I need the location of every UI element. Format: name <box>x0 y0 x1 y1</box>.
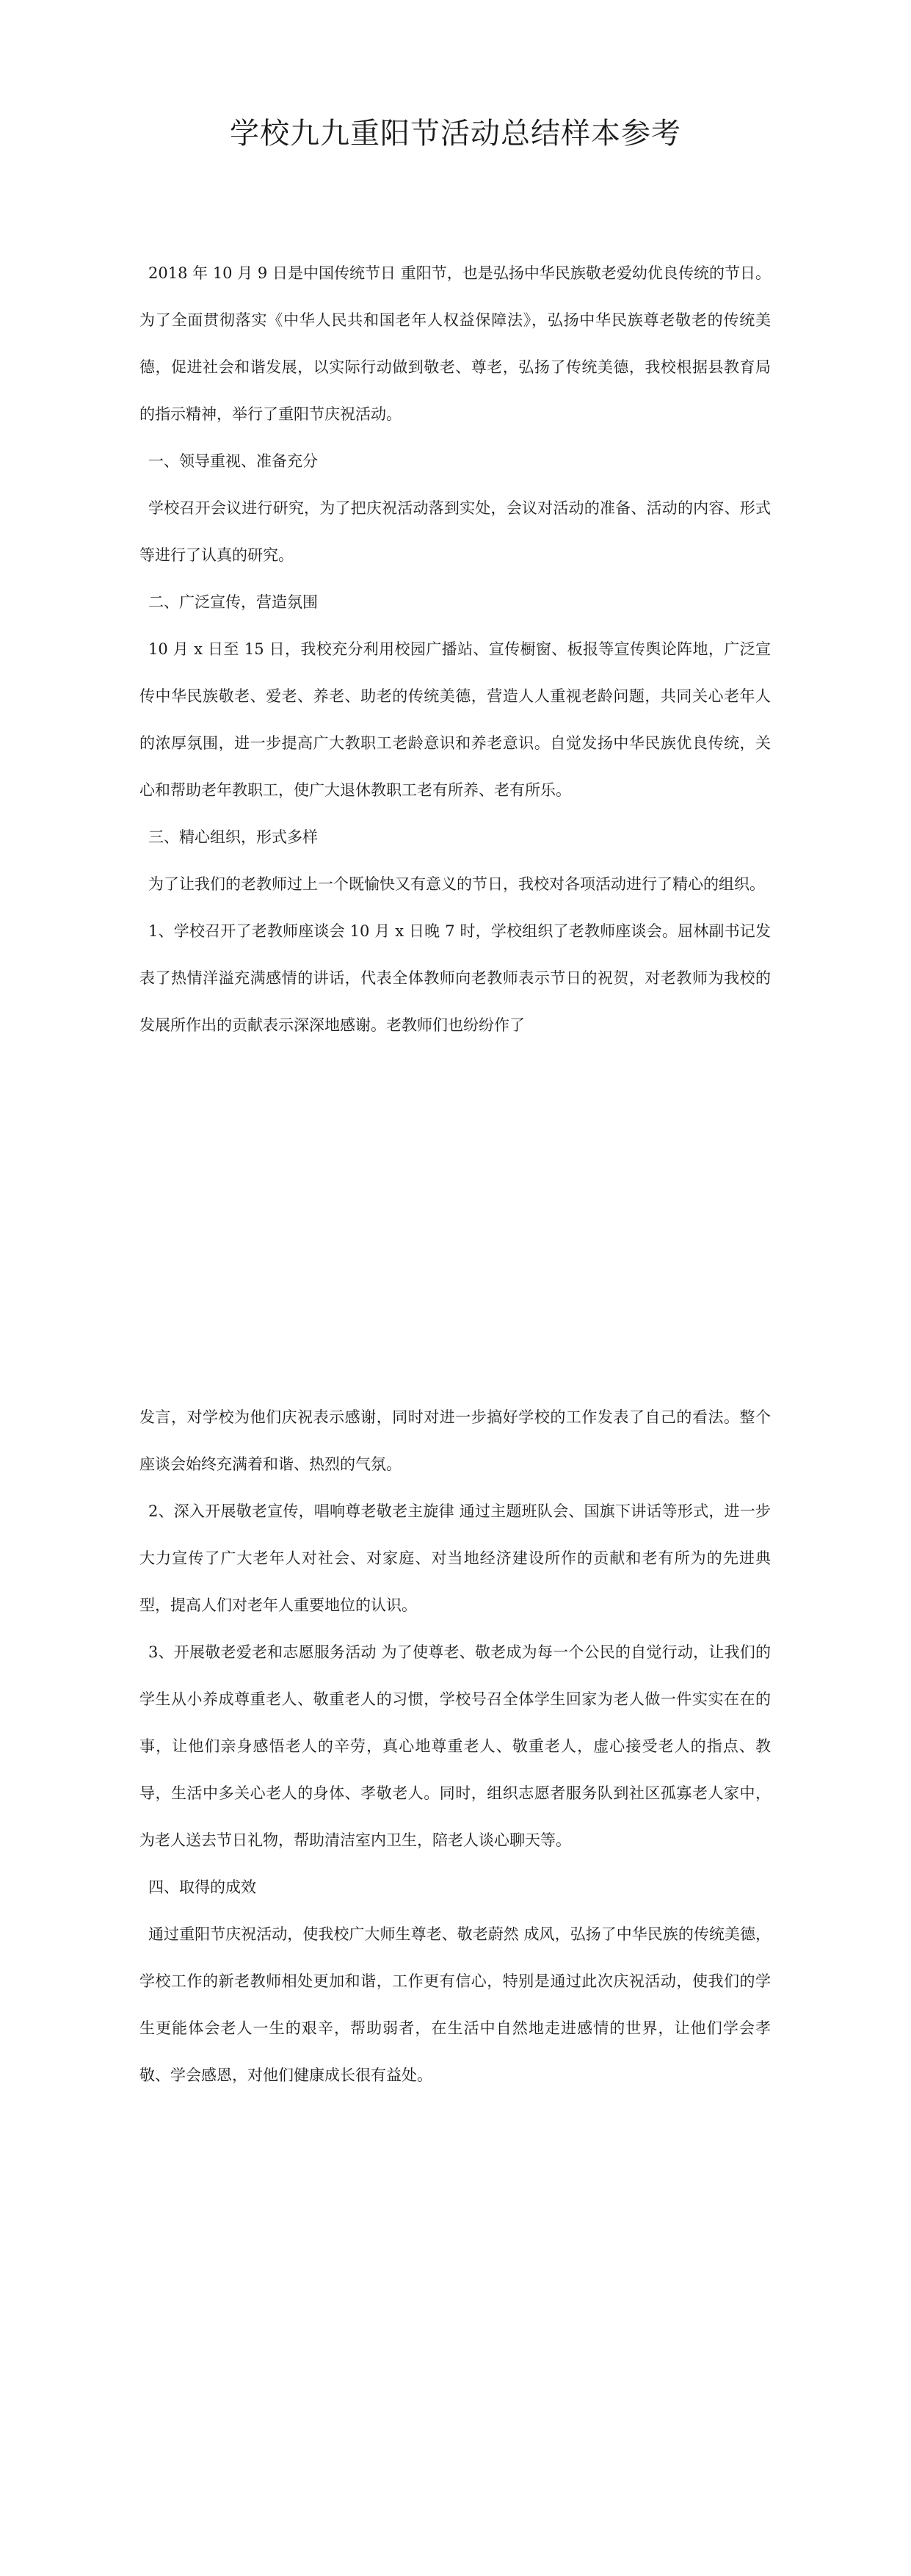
paragraph: 1、学校召开了老教师座谈会 10 月 x 日晚 7 时，学校组织了老教师座谈会。屈林副书记发表了热情洋溢充满感情的讲话，代表全体教师向老教师表示节日的祝贺，对老教师为我校的发展所作出的贡献表示深深地感谢。老教师们也纷纷作了 <box>139 922 771 1034</box>
body-section-2 <box>139 1394 771 2099</box>
section-heading-2: 二、广泛宣传，营造氛围 <box>148 593 318 611</box>
paragraph: 10 月 x 日至 15 日，我校充分利用校园广播站、宣传橱窗、板报等宣传舆论阵地，广泛宣传中华民族敬老、爱老、养老、助老的传统美德，营造人人重视老龄问题，共同关心老年人的浓厚氛围，进一步提高广大教职工老龄意识和养老意识。自觉发扬中华民族优良传统，关心和帮助老年教职工，使广大退休教职工老有所养、老有所乐。 <box>139 640 771 799</box>
paragraph: 发言，对学校为他们庆祝表示感谢，同时对进一步搞好学校的工作发表了自己的看法。整个座谈会始终充满着和谐、热烈的气氛。 <box>139 1408 771 1473</box>
page-title: 学校九九重阳节活动总结样本参考 <box>230 117 681 151</box>
section-heading-4: 四、取得的成效 <box>148 1878 256 1896</box>
paragraph: 3、开展敬老爱老和志愿服务活动 为了使尊老、敬老成为每一个公民的自觉行动，让我们的学生从小养成尊重老人、敬重老人的习惯，学校号召全体学生回家为老人做一件实实在在的事，让他们亲身感悟老人的辛劳，真心地尊重老人、敬重老人，虚心接受老人的指点、教导，生活中多关心老人的身体、孝敬老人。同时，组织志愿者服务队到社区孤寡老人家中，为老人送去节日礼物，帮助清洁室内卫生，陪老人谈心聊天等。 <box>139 1643 771 1849</box>
paragraph: 为了让我们的老教师过上一个既愉快又有意义的节日，我校对各项活动进行了精心的组织。 <box>148 875 765 893</box>
body-section-1 <box>139 250 771 1049</box>
section-heading-1: 一、领导重视、准备充分 <box>148 452 318 470</box>
section-heading-3: 三、精心组织，形式多样 <box>148 828 318 846</box>
paragraph: 通过重阳节庆祝活动，使我校广大师生尊老、敬老蔚然 成风，弘扬了中华民族的传统美德，学校工作的新老教师相处更加和谐，工作更有信心，特别是通过此次庆祝活动，使我们的学生更能体会老人一生的艰辛，帮助弱者，在生活中自然地走进感情的世界，让他们学会孝敬、学会感恩，对他们健康成长很有益处。 <box>139 1925 771 2084</box>
intro-paragraph: 2018 年 10 月 9 日是中国传统节日 重阳节，也是弘扬中华民族敬老爱幼优良传统的节日。为了全面贯彻落实《中华人民共和国老年人权益保障法》，弘扬中华民族尊老敬老的传统美德，促进社会和谐发展，以实际行动做到敬老、尊老，弘扬了传统美德，我校根据县教育局的指示精神，举行了重阳节庆祝活动。 <box>139 264 771 423</box>
paragraph: 学校召开会议进行研究，为了把庆祝活动落到实处，会议对活动的准备、活动的内容、形式等进行了认真的研究。 <box>139 499 771 564</box>
paragraph: 2、深入开展敬老宣传，唱响尊老敬老主旋律 通过主题班队会、国旗下讲话等形式，进一步大力宣传了广大老年人对社会、对家庭、对当地经济建设所作的贡献和老有所为的先进典型，提高人们对老年人重要地位的认识。 <box>139 1502 771 1614</box>
